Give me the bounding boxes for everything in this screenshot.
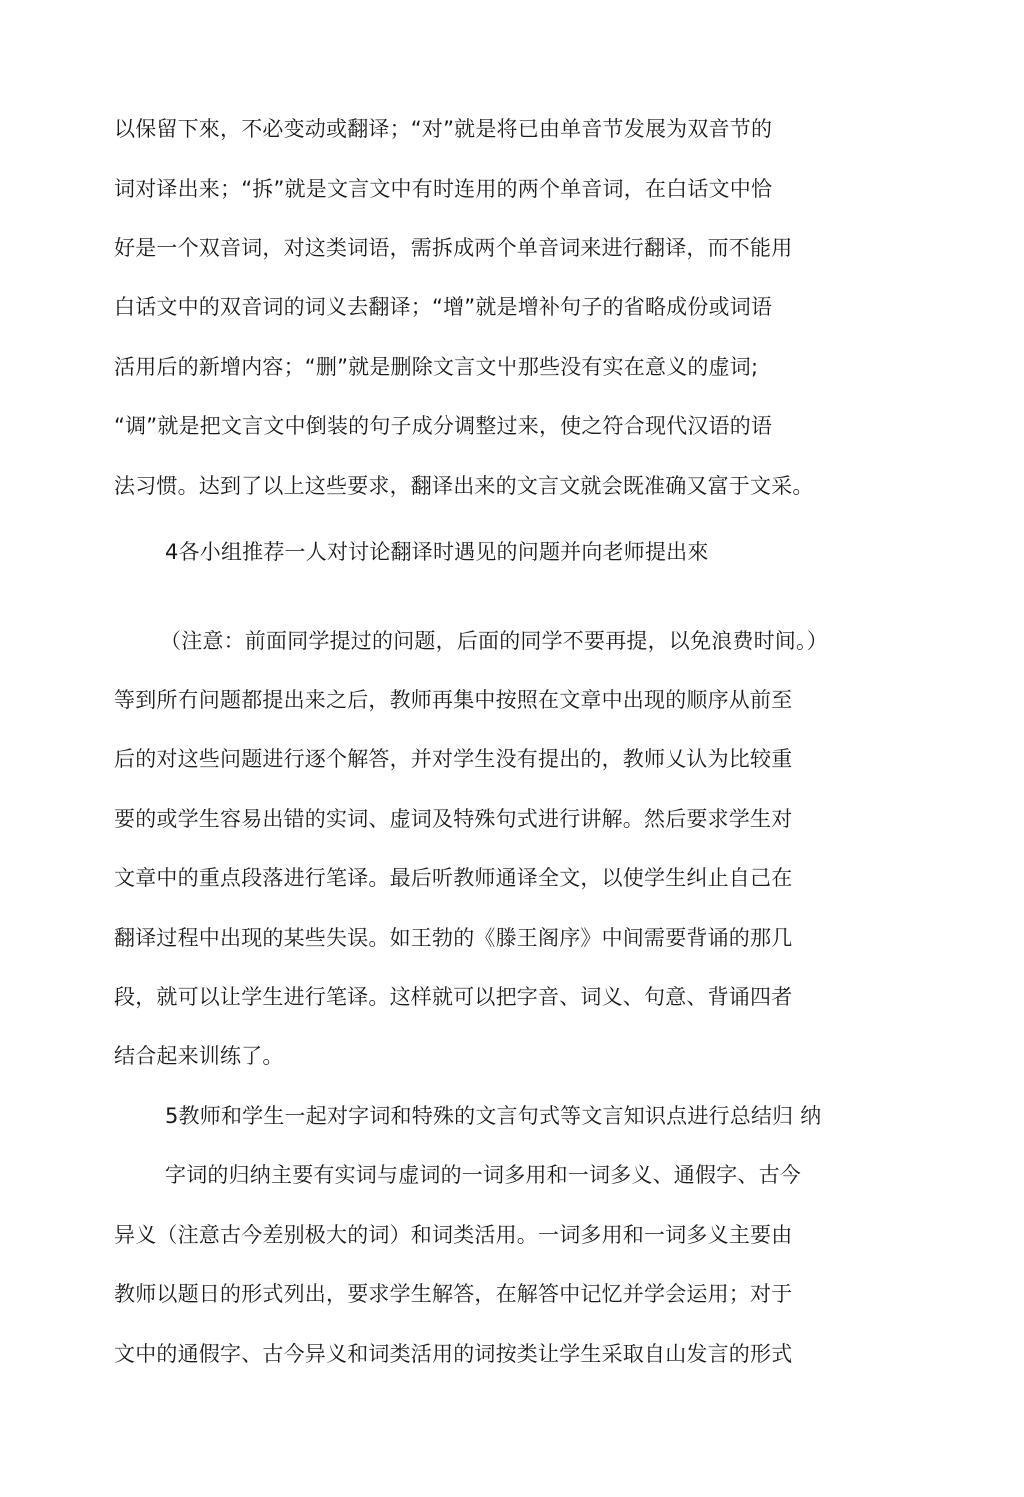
text-line-7: 法习惯。达到了以上这些要求，翻译出来的文言文就会既准确又富于文采。 <box>114 474 814 498</box>
text-line-9: （注意：前面同学提过的问题，后面的同学不要再提，以免浪费时间。） <box>160 629 828 653</box>
text-line-10: 等到所冇问题都提出来之后，教师再集中按照在文章中出现的顺序从前至 <box>114 688 793 712</box>
text-line-5: 活用后的新增内容；“删”就是删除文言文屮那些没有实在意义的虚词; <box>114 355 759 379</box>
text-line-17: 5教师和学生一起对字词和特殊的文言句式等文言知识点进行总结归 纳 <box>165 1104 822 1128</box>
text-line-11: 后的对这些问题进行逐个解答，并对学生没有提出的，教师乂认为比较重 <box>114 747 793 771</box>
text-line-21: 文中的通假字、古今异义和词类活用的词按类让学生采取自山发言的形式 <box>114 1342 793 1366</box>
text-line-16: 结合起来训练了。 <box>114 1044 284 1068</box>
text-line-1: 以保留下來，不必变动或翻译；“对”就是将已由单音节发展为双音节的 <box>114 117 773 141</box>
text-line-12: 要的或学生容易出错的实词、虚词及特殊句式进行讲解。然后要求学生对 <box>114 807 793 831</box>
text-line-13: 文章中的重点段落进行笔译。最后听教师通译全文，以使学生纠止自己在 <box>114 866 793 890</box>
text-line-3: 好是一个双音词，对这类词语，需拆成两个单音词来进行翻译，而不能用 <box>114 236 793 260</box>
text-line-6: “调”就是把文言文中倒装的句子成分调整过来，使之符合现代汉语的语 <box>114 414 773 438</box>
text-line-14: 翻译过程中出现的某些失误。如王勃的《滕王阁序》中间需要背诵的那几 <box>114 926 793 950</box>
text-line-20: 教师以题日的形式列出，要求学生解答，在解答中记忆并学会运用；对于 <box>114 1282 793 1306</box>
text-line-19: 异义（注意古今差别极大的词）和词类活用。一词多用和一词多义主要由 <box>114 1223 793 1247</box>
text-line-2: 词对译出来；“拆”就是文言文中有时连用的两个单音词，在白话文中恰 <box>114 177 773 201</box>
text-line-4: 白话文中的双音词的词义去翻译；“增”就是增补句子的省略成份或词语 <box>114 295 773 319</box>
text-line-15: 段，就可以让学生进行笔译。这样就可以把字音、词义、句意、背诵四者 <box>114 985 793 1009</box>
text-line-18: 字词的归纳主要有实词与虚词的一词多用和一词多义、通假字、古今 <box>165 1163 801 1187</box>
text-line-8: 4各小组推荐一人对讨论翻译时遇见的问题并向老师提出來 <box>165 540 709 564</box>
